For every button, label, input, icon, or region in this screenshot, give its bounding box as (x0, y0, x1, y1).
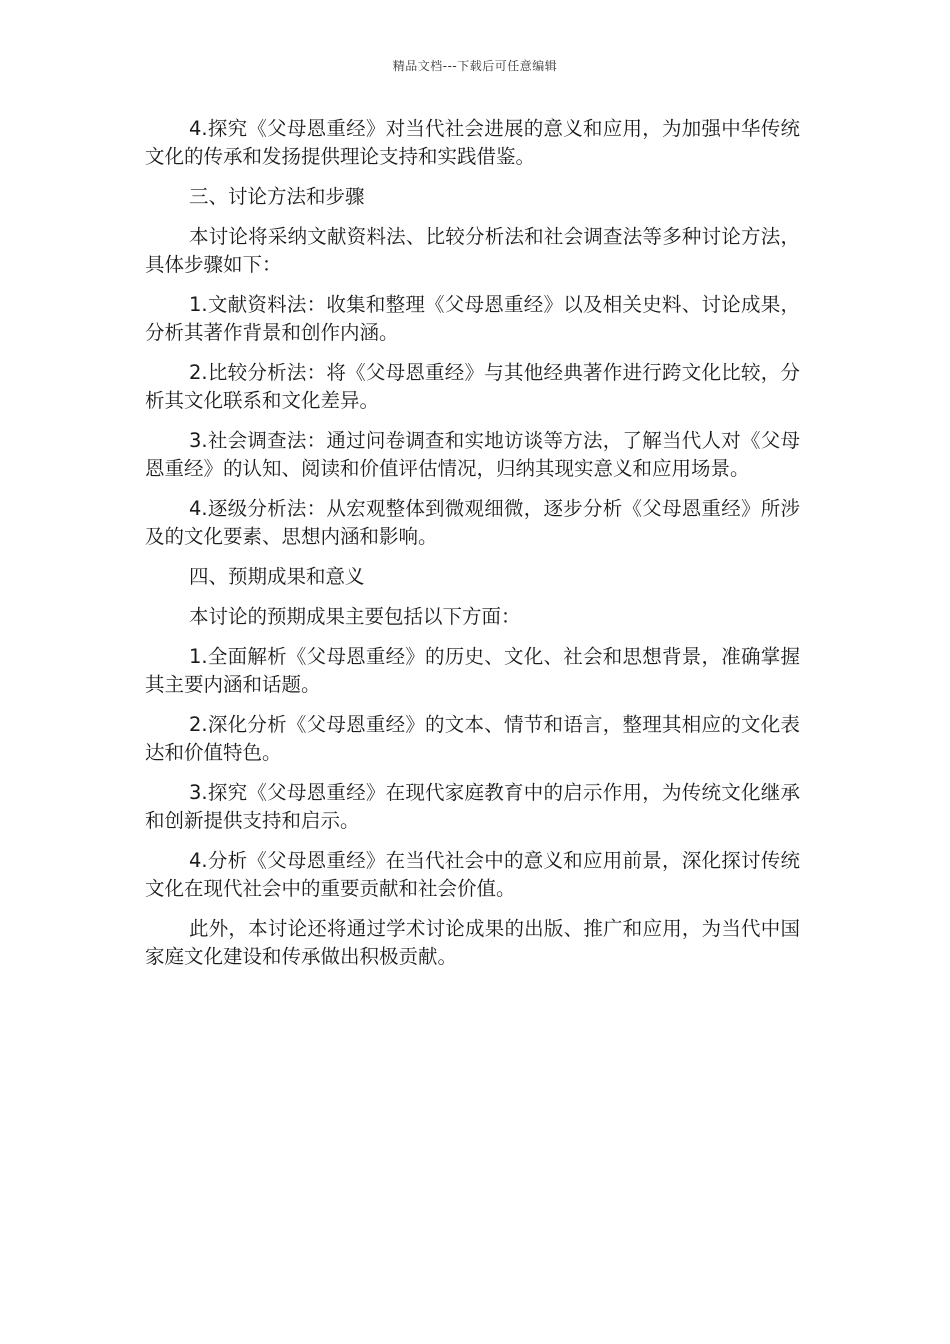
paragraph-method-2: 2.比较分析法：将《父母恩重经》与其他经典著作进行跨文化比较，分析其文化联系和文化差异。 (145, 361, 800, 412)
page-header: 精品文档---下载后可任意编辑 (392, 59, 558, 73)
paragraph-method-3: 3.社会调查法：通过问卷调查和实地访谈等方法，了解当代人对《父母恩重经》的认知、阅读和价值评估情况，归纳其现实意义和应用场景。 (145, 429, 800, 480)
paragraph-conclusion: 此外，本讨论还将通过学术讨论成果的出版、推广和应用，为当代中国家庭文化建设和传承做出积极贡献。 (145, 917, 800, 968)
paragraph-method-4: 4.逐级分析法：从宏观整体到微观细微，逐步分析《父母恩重经》所涉及的文化要素、思想内涵和影响。 (145, 497, 800, 548)
paragraph-outcome-2: 2.深化分析《父母恩重经》的文本、情节和语言，整理其相应的文化表达和价值特色。 (145, 713, 800, 764)
paragraph-method-1: 1.文献资料法：收集和整理《父母恩重经》以及相关史料、讨论成果，分析其著作背景和创作内涵。 (145, 293, 800, 344)
paragraph-outcomes-intro: 本讨论的预期成果主要包括以下方面： (189, 605, 521, 628)
paragraph-outcome-1: 1.全面解析《父母恩重经》的历史、文化、社会和思想背景，准确掌握其主要内涵和话题。 (145, 645, 800, 696)
paragraph-outcome-4: 4.分析《父母恩重经》在当代社会中的意义和应用前景，深化探讨传统文化在现代社会中的重要贡献和社会价值。 (145, 849, 800, 900)
paragraph-methods-intro: 本讨论将采纳文献资料法、比较分析法和社会调查法等多种讨论方法，具体步骤如下： (145, 225, 800, 276)
document-body (145, 115, 800, 983)
section-heading-outcomes: 四、预期成果和意义 (189, 565, 365, 588)
paragraph-goal-4: 4.探究《父母恩重经》对当代社会进展的意义和应用，为加强中华传统文化的传承和发扬提供理论支持和实践借鉴。 (145, 117, 800, 168)
paragraph-outcome-3: 3.探究《父母恩重经》在现代家庭教育中的启示作用，为传统文化继承和创新提供支持和启示。 (145, 781, 800, 832)
section-heading-methods: 三、讨论方法和步骤 (189, 185, 365, 208)
